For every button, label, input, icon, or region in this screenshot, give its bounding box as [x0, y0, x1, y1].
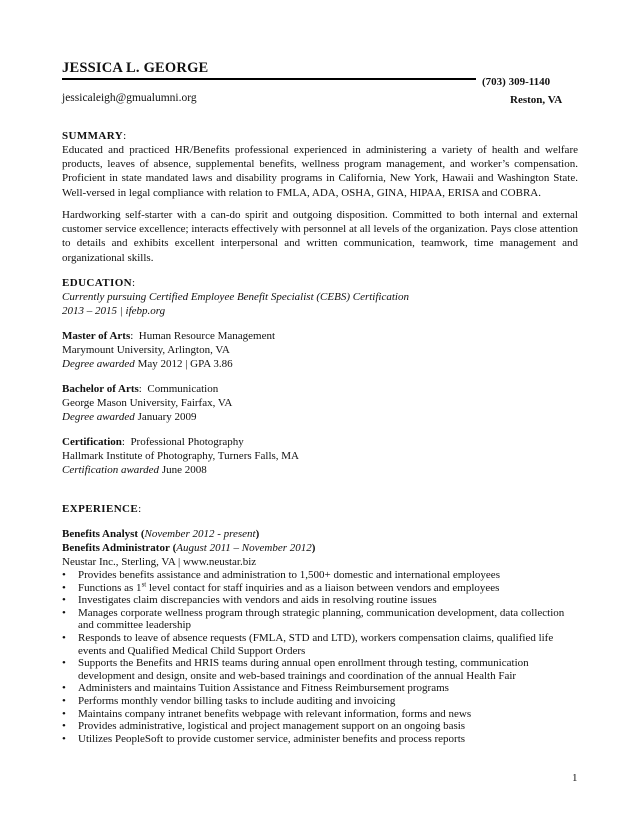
list-item: • Manages corporate wellness program through strategic planning, communication development, data collection and committee leadership — [62, 606, 565, 632]
location: Reston, VA — [510, 94, 563, 106]
experience-heading: EXPERIENCE: — [62, 503, 142, 515]
role-2: Benefits Administrator (August 2011 – November 2012) — [62, 542, 316, 554]
list-item: • Supports the Benefits and HRIS teams during annual open enrollment through testing, communication development and design, onsite and web-based trainings and coordination of the annual Health Fair — [62, 657, 529, 682]
header-rule — [62, 78, 476, 80]
list-item: • Maintains company intranet benefits webpage with relevant information, forms and news — [62, 707, 472, 720]
cebs-line: Currently pursuing Certified Employee Benefit Specialist (CEBS) Certification — [62, 291, 409, 303]
list-item: • Provides administrative, logistical and project management support on an ongoing basis — [62, 720, 466, 733]
list-item: • Functions as 1st level contact for staff inquiries and as a liaison between vendors and employees — [62, 579, 500, 594]
cert-title: Certification: Professional Photography — [62, 436, 244, 448]
company-line: Neustar Inc., Sterling, VA | www.neustar.biz — [62, 556, 257, 568]
cert-awarded: Certification awarded June 2008 — [62, 464, 207, 476]
ba-school: George Mason University, Fairfax, VA — [62, 397, 233, 409]
ba-awarded: Degree awarded January 2009 — [62, 411, 197, 423]
summary-paragraph-1: Educated and practiced HR/Benefits professional experienced in administering a variety of health and welfare products, leaves of absence, supplemental benefits, wellness program management, and worker’s compensation. Proficient in state mandated laws and disability programs in California, New York, Hawaii and Washington State. Well-versed in legal compliance with relation to FMLA, ADA, OSHA, GINA, HIPAA, ERISA and COBRA. — [62, 144, 578, 199]
page-number: 1 — [572, 772, 578, 784]
applicant-name: JESSICA L. GEORGE — [62, 60, 209, 76]
ma-degree: Master of Arts: Human Resource Management — [62, 330, 276, 342]
education-heading: EDUCATION: — [62, 277, 136, 289]
role-1: Benefits Analyst (November 2012 - present) — [62, 528, 260, 540]
cert-school: Hallmark Institute of Photography, Turners Falls, MA — [62, 450, 299, 462]
summary-paragraph-2: Hardworking self-starter with a can-do spirit and outgoing disposition. Committed to both internal and external customer service excellence; interacts effectively with personnel at all levels of the organization. Pays close attention to details and exhibits excellent interpersonal and written communication, teamwork, time management and organizational skills. — [62, 209, 578, 264]
phone-number: (703) 309-1140 — [482, 76, 551, 88]
experience-bullets — [62, 569, 582, 745]
email-address: jessicaleigh@gmualumni.org — [62, 92, 197, 104]
ma-school: Marymount University, Arlington, VA — [62, 344, 230, 356]
list-item: • Provides benefits assistance and administration to 1,500+ domestic and international employees — [62, 569, 500, 581]
list-item: • Administers and maintains Tuition Assistance and Fitness Reimbursement programs — [62, 682, 449, 695]
summary-heading: SUMMARY: — [62, 130, 127, 142]
ba-degree: Bachelor of Arts: Communication — [62, 383, 219, 395]
list-item: • Performs monthly vendor billing tasks to include auditing and invoicing — [62, 694, 396, 707]
ma-awarded: Degree awarded May 2012 | GPA 3.86 — [62, 358, 233, 370]
list-item: • Investigates claim discrepancies with vendors and aids in resolving routine issues — [62, 594, 437, 607]
list-item: • Utilizes PeopleSoft to provide customer service, administer benefits and process reports — [62, 732, 466, 745]
cebs-dates: 2013 – 2015 | ifebp.org — [62, 305, 166, 317]
list-item: • Responds to leave of absence requests (FMLA, STD and LTD), workers compensation claims, qualified life events and Qualified Medical Child Support Orders — [62, 631, 554, 657]
